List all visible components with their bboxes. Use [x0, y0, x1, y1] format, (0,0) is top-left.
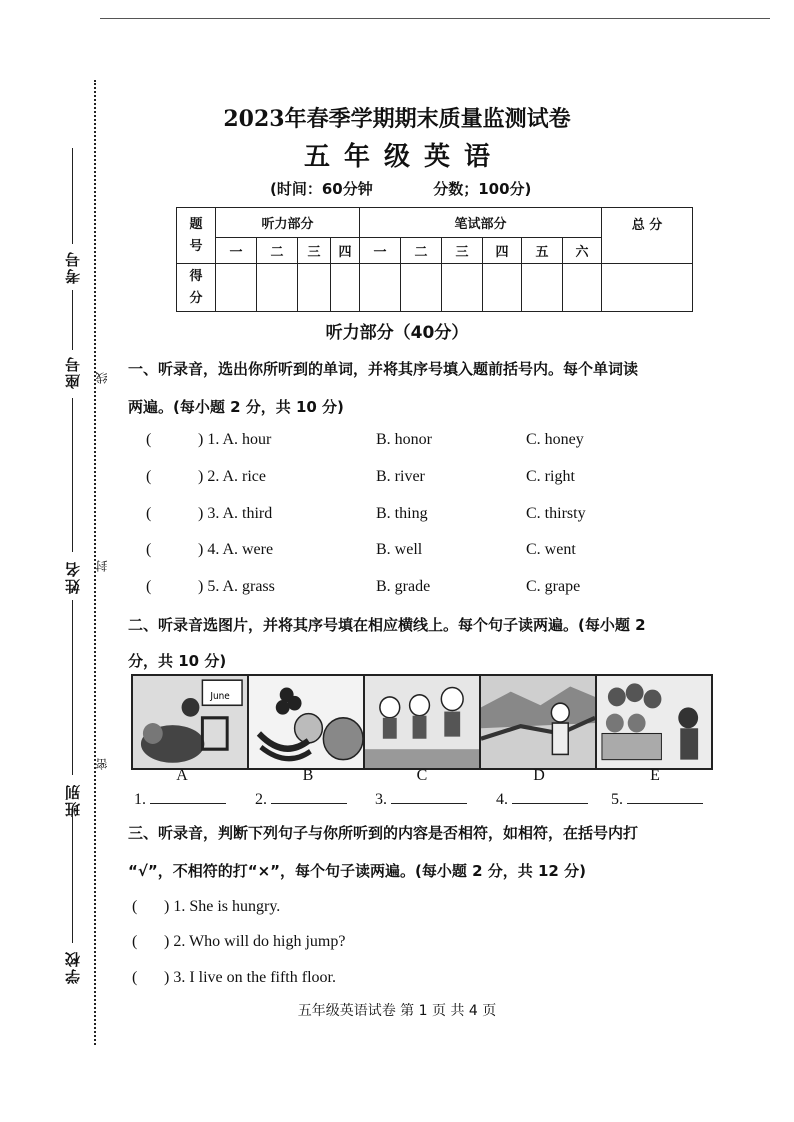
s1-q5-option-c: C. grape: [526, 578, 581, 595]
score-cell[interactable]: [298, 264, 331, 312]
writing-col-6: 六: [563, 238, 602, 264]
writing-col-3: 三: [442, 238, 483, 264]
school-line: [72, 815, 73, 943]
answer-blank-1[interactable]: [134, 791, 226, 809]
school-label: 学校: [64, 950, 82, 984]
listening-col-3: 三: [298, 238, 331, 264]
picture-label-e: E: [650, 767, 660, 784]
listening-col-4: 四: [331, 238, 360, 264]
score-cell[interactable]: [442, 264, 483, 312]
seat-no-label: 座号: [64, 355, 82, 389]
listening-header: 听力部分: [216, 208, 360, 238]
s1-q2-paren[interactable]: (: [146, 468, 152, 485]
sports-day-illustration: [133, 676, 247, 768]
blank-number-5: 5.: [611, 791, 623, 808]
score-row-label: [177, 264, 216, 312]
section1-heading-line2: 两遍。(每小题 2 分，共 10 分): [128, 398, 344, 416]
writing-col-4: 四: [483, 238, 522, 264]
s1-q4-option-b: B. well: [376, 541, 423, 558]
total-header: 总 分: [602, 208, 693, 264]
writing-col-5: 五: [522, 238, 563, 264]
seal-seal-char: 封: [95, 560, 109, 572]
answer-blank-5[interactable]: [611, 791, 703, 809]
s3-q1-paren[interactable]: (: [132, 898, 138, 915]
header-left-char-2: 号: [189, 238, 203, 254]
header-left-cell: [177, 208, 216, 264]
s3-q3-paren[interactable]: (: [132, 969, 138, 986]
s1-q1-option-a: ) 1. A. hour: [198, 431, 272, 448]
section3-heading-line1: 三、听录音，判断下列句子与你所听到的内容是否相符，如相符，在括号内打: [128, 824, 639, 842]
name-line: [72, 398, 73, 552]
section3-heading-line2: “√”，不相符的打“×”，每个句子读两遍。(每小题 2 分，共 12 分): [128, 862, 586, 880]
s1-q3-option-c: C. thirsty: [526, 505, 586, 522]
score-cell[interactable]: [563, 264, 602, 312]
picture-a: [133, 676, 249, 768]
great-wall-illustration: [481, 676, 595, 768]
blank-number-4: 4.: [496, 791, 508, 808]
writing-col-2: 二: [401, 238, 442, 264]
blank-number-2: 2.: [255, 791, 267, 808]
s1-q5-option-a: ) 5. A. grass: [198, 578, 275, 595]
s1-q3-option-a: ) 3. A. third: [198, 505, 273, 522]
exam-no-label: 考号: [64, 250, 82, 284]
score-cell[interactable]: [401, 264, 442, 312]
blank-number-1: 1.: [134, 791, 146, 808]
s1-q2-option-a: ) 2. A. rice: [198, 468, 266, 485]
s1-q1-option-c: C. honey: [526, 431, 584, 448]
running-kids-illustration: [365, 676, 479, 768]
s1-q4-option-a: ) 4. A. were: [198, 541, 274, 558]
exam-info: [270, 178, 531, 199]
score-cell[interactable]: [216, 264, 257, 312]
score-table: [176, 207, 693, 312]
s1-q3-option-b: B. thing: [376, 505, 428, 522]
s3-q3-text: ) 3. I live on the fifth floor.: [164, 969, 336, 986]
exam-score: 分数；100分): [433, 180, 532, 198]
name-label: 姓名: [64, 560, 82, 594]
s1-q5-option-b: B. grade: [376, 578, 431, 595]
score-row-char-2: 分: [189, 290, 203, 306]
header-left-char-1: 题: [189, 216, 203, 232]
score-cell[interactable]: [257, 264, 298, 312]
picture-label-b: B: [302, 767, 314, 784]
exam-time: (时间：60分钟: [270, 180, 373, 198]
s1-q2-option-c: C. right: [526, 468, 575, 485]
picture-c: [365, 676, 481, 768]
answer-blank-2[interactable]: [255, 791, 347, 809]
class-line: [72, 600, 73, 775]
section2-heading-line2: 分，共 10 分): [128, 652, 227, 670]
s3-q1-text: ) 1. She is hungry.: [164, 898, 281, 915]
s1-q3-paren[interactable]: (: [146, 505, 152, 522]
writing-header: 笔试部分: [360, 208, 602, 238]
score-cell[interactable]: [602, 264, 693, 312]
score-cell[interactable]: [483, 264, 522, 312]
listening-section-title: 听力部分（40分）: [325, 323, 469, 343]
picture-b: [249, 676, 365, 768]
picture-label-a: A: [176, 767, 188, 784]
answer-blank-4[interactable]: [496, 791, 588, 809]
section2-heading-line1: 二、听录音选图片，并将其序号填在相应横线上。每个句子读两遍。(每小题 2: [128, 616, 646, 634]
blank-number-3: 3.: [375, 791, 387, 808]
score-cell[interactable]: [522, 264, 563, 312]
s1-q1-paren[interactable]: (: [146, 431, 152, 448]
exam-subject: 五年级英语: [303, 142, 504, 172]
score-row-char-1: 得: [189, 268, 203, 284]
fruit-illustration: [249, 676, 363, 768]
class-label: 班别: [64, 783, 82, 817]
exam-title: 2023年春季学期期末质量监测试卷: [223, 106, 571, 132]
s3-q2-text: ) 2. Who will do high jump?: [164, 933, 346, 950]
s3-q2-paren[interactable]: (: [132, 933, 138, 950]
seal-secret-char: 密: [95, 758, 109, 770]
picture-label-c: C: [416, 767, 428, 784]
s1-q2-option-b: B. river: [376, 468, 425, 485]
picture-e: [597, 676, 711, 768]
writing-col-1: 一: [360, 238, 401, 264]
listening-col-2: 二: [257, 238, 298, 264]
picture-strip: [131, 674, 713, 770]
classroom-illustration: [597, 676, 711, 768]
answer-blank-3[interactable]: [375, 791, 467, 809]
s1-q4-option-c: C. went: [526, 541, 576, 558]
score-cell[interactable]: [331, 264, 360, 312]
page-footer: 五年级英语试卷 第 1 页 共 4 页: [297, 1003, 497, 1019]
score-cell[interactable]: [360, 264, 401, 312]
picture-d: [481, 676, 597, 768]
top-rule: [100, 18, 770, 19]
s1-q1-option-b: B. honor: [376, 431, 432, 448]
s1-q5-paren[interactable]: (: [146, 578, 152, 595]
picture-label-d: D: [533, 767, 545, 784]
svg-text:June: June: [210, 690, 230, 703]
seal-line-char: 线: [95, 372, 109, 384]
listening-col-1: 一: [216, 238, 257, 264]
s1-q4-paren[interactable]: (: [146, 541, 152, 558]
section1-heading-line1: 一、听录音，选出你所听到的单词，并将其序号填入题前括号内。每个单词读: [128, 360, 639, 378]
